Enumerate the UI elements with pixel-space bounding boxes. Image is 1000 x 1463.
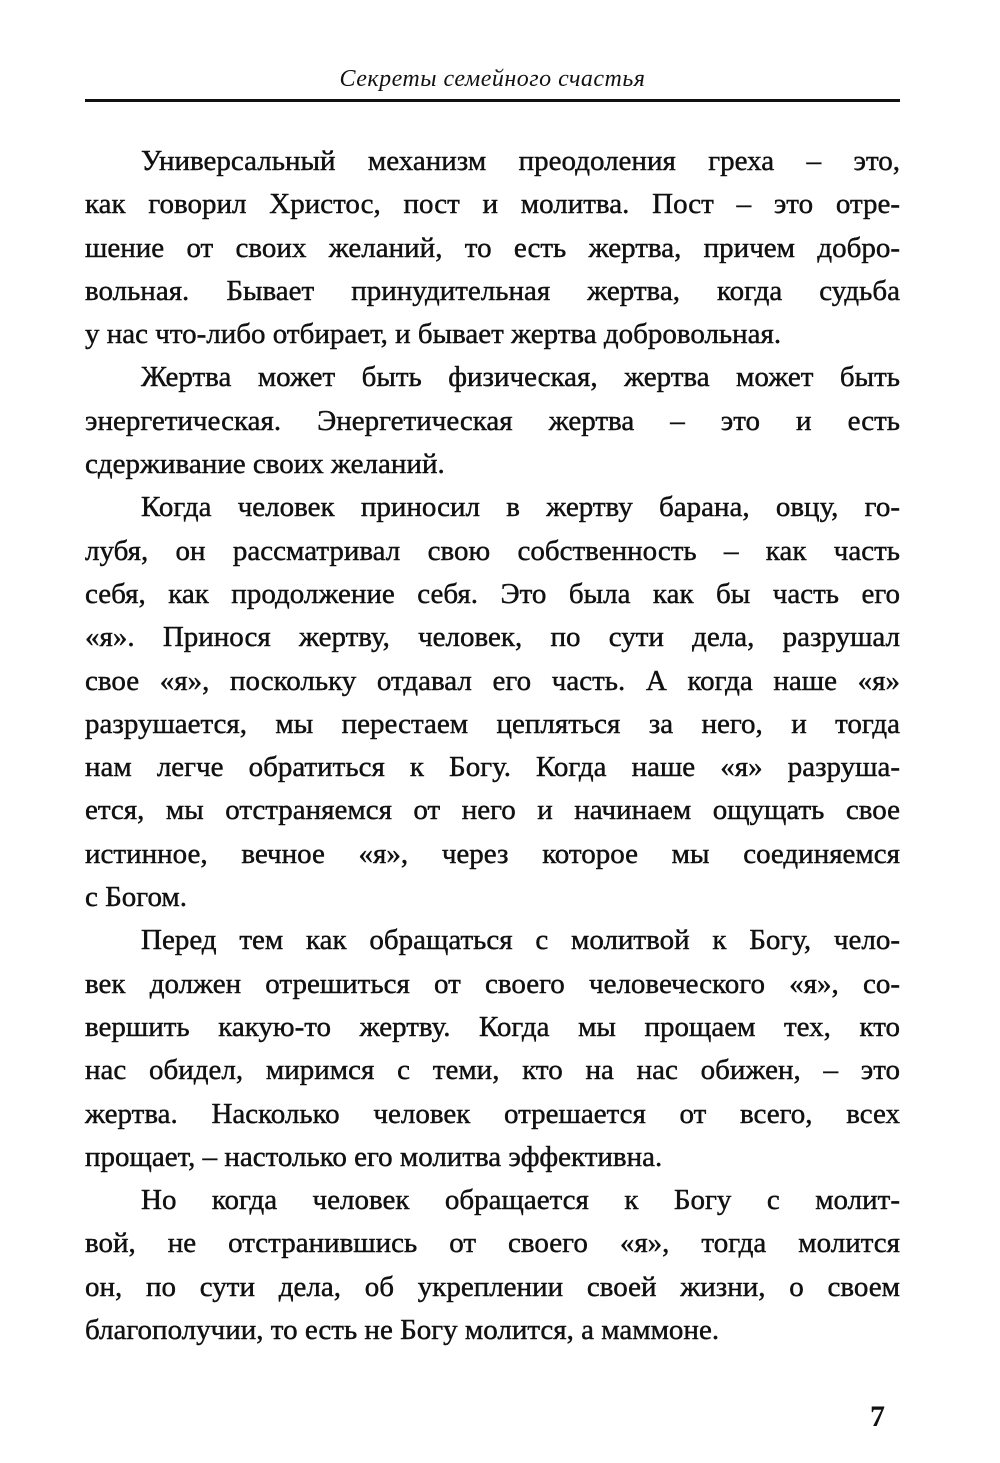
- text-line: себя, как продолжение себя. Это была как бы часть его: [85, 577, 900, 610]
- paragraph: [85, 140, 900, 356]
- paragraph: [85, 919, 900, 1179]
- paragraph: [85, 1179, 900, 1352]
- text-line: истинное, вечное «я», через которое мы соединяемся: [85, 837, 900, 870]
- text-line: разрушается, мы перестаем цепляться за него, и тогда: [85, 707, 900, 740]
- running-header: Секреты семейного счастья: [339, 66, 646, 92]
- text-line: вольная. Бывает принудительная жертва, когда судьба: [85, 274, 900, 307]
- text-line: свое «я», поскольку отдавал его часть. А когда наше «я»: [85, 664, 900, 697]
- page-number: 7: [870, 1400, 885, 1433]
- text-line: Но когда человек обращается к Богу с молит-: [141, 1184, 900, 1217]
- text-line: он, по сути дела, об укреплении своей жизни, о своем: [85, 1270, 900, 1303]
- text-line: нам легче обратиться к Богу. Когда наше «я» разруша-: [85, 751, 900, 784]
- text-line: вой, не отстранившись от своего «я», тогда молится: [85, 1227, 900, 1260]
- text-line: жертва. Насколько человек отрешается от всего, всех: [85, 1097, 900, 1130]
- page-body: [85, 140, 900, 1352]
- paragraph: [85, 486, 900, 919]
- text-line: вершить какую-то жертву. Когда мы прощаем тех, кто: [85, 1010, 900, 1043]
- paragraph: [85, 356, 900, 486]
- text-line: шение от своих желаний, то есть жертва, причем добро-: [85, 231, 900, 264]
- text-line: Универсальный механизм преодоления греха – это,: [141, 145, 900, 177]
- text-line: сдерживание своих желаний.: [85, 448, 445, 481]
- text-line: нас обидел, миримся с теми, кто на нас обижен, – это: [85, 1054, 900, 1087]
- text-line: прощает, – настолько его молитва эффективна.: [85, 1140, 663, 1173]
- text-line: у нас что-либо отбирает, и бывает жертва добровольная.: [85, 318, 782, 351]
- text-line: Перед тем как обращаться с молитвой к Богу, чело-: [141, 924, 900, 957]
- text-line: лубя, он рассматривал свою собственность – как часть: [85, 534, 900, 567]
- text-line: Жертва может быть физическая, жертва может быть: [141, 361, 900, 394]
- text-line: «я». Принося жертву, человек, по сути дела, разрушал: [85, 621, 900, 654]
- text-line: как говорил Христос, пост и молитва. Пост – это отре-: [85, 188, 900, 221]
- text-line: с Богом.: [85, 881, 187, 914]
- text-line: энергетическая. Энергетическая жертва – это и есть: [85, 404, 900, 437]
- header-rule: [85, 99, 900, 102]
- text-line: благополучии, то есть не Богу молится, а маммоне.: [85, 1314, 720, 1347]
- text-line: век должен отрешиться от своего человеческого «я», со-: [85, 967, 900, 1000]
- text-line: ется, мы отстраняемся от него и начинаем ощущать свое: [85, 794, 900, 827]
- text-line: Когда человек приносил в жертву барана, овцу, го-: [141, 491, 900, 524]
